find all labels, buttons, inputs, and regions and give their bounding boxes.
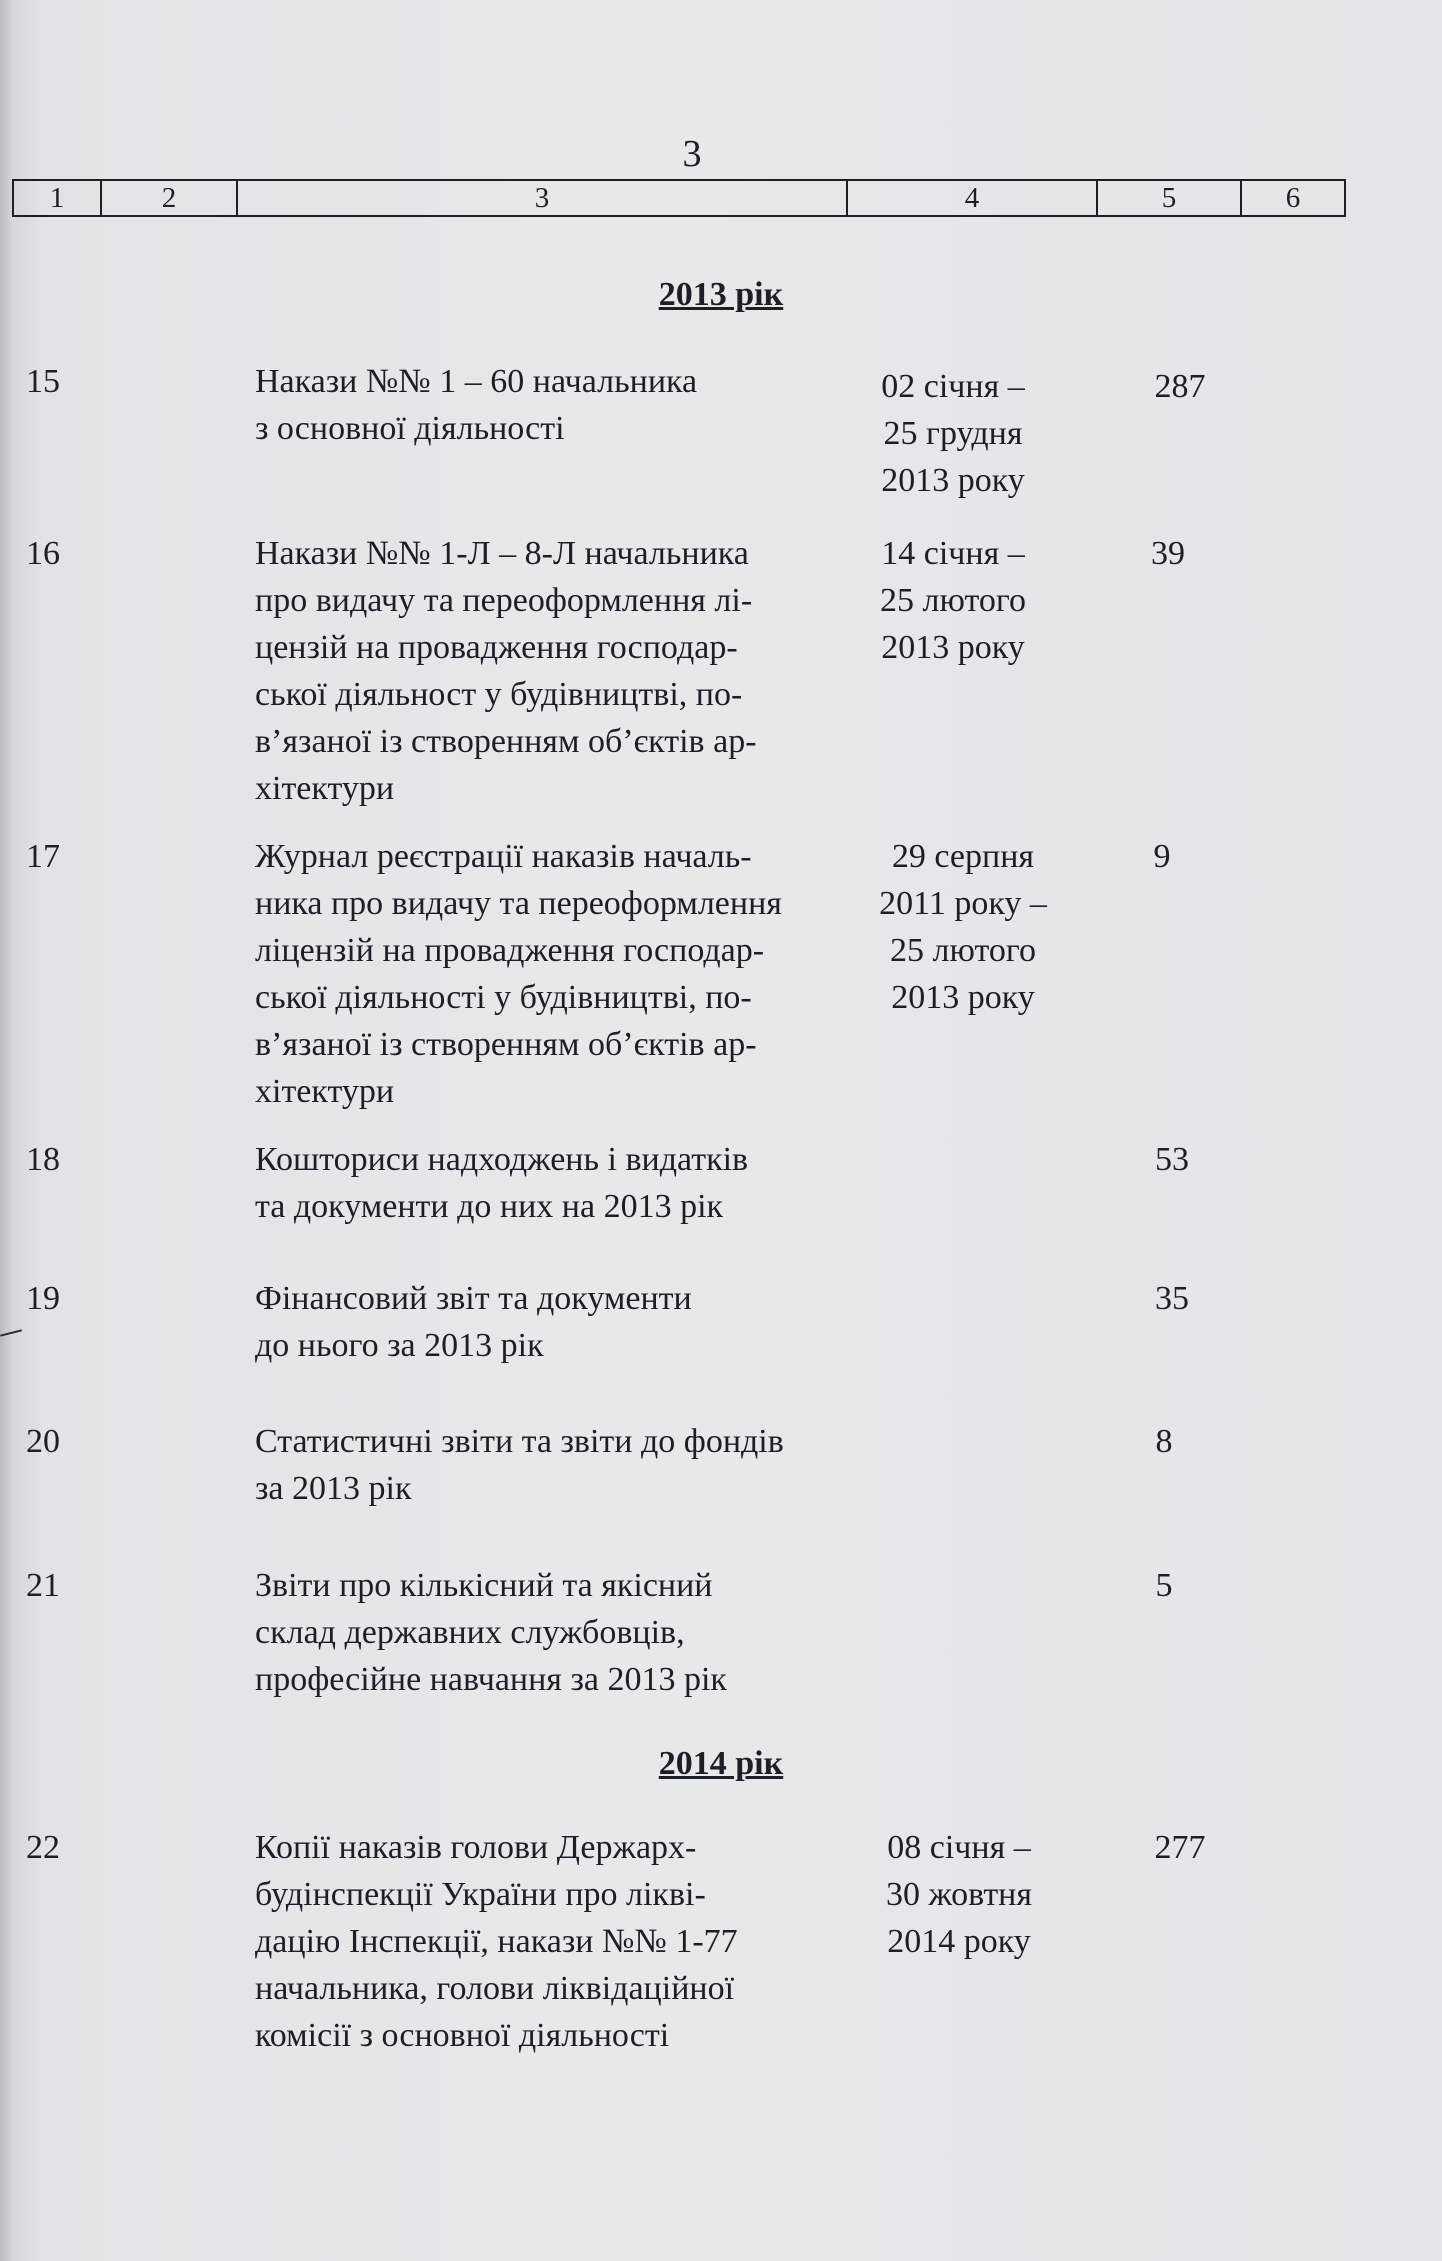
entry-number: 19	[26, 1280, 60, 1317]
entry-date-line: 25 лютого	[890, 932, 1036, 969]
entry-number: 22	[26, 1829, 60, 1866]
entry-date-line: 2011 року –	[879, 885, 1047, 922]
entry-date-line: 25 лютого	[880, 582, 1026, 619]
entry-title-line: дацію Інспекції, накази №№ 1-77	[255, 1923, 738, 1960]
entry-count: 287	[1154, 368, 1206, 405]
entry-title-line: Накази №№ 1-Л – 8-Л начальника	[255, 535, 749, 572]
entry-title-line: Кошториси надходжень і видатків	[255, 1141, 749, 1178]
column-header-row	[12, 179, 1346, 217]
entry-title	[255, 833, 855, 1115]
entry-title	[255, 530, 855, 812]
entry-date-line: 02 січня –	[881, 368, 1025, 405]
entry-title-line: ліцензій на провадження господар-	[255, 932, 765, 969]
binding-edge	[0, 0, 14, 2261]
entry-title-line: ської діяльност у будівництві, по-	[255, 676, 743, 713]
entry-title-line: цензій на провадження господар-	[255, 629, 738, 666]
entry-number: 15	[26, 363, 60, 400]
entry-title	[255, 1562, 855, 1703]
entry-title	[255, 358, 855, 452]
entry-date	[858, 833, 1068, 1021]
entry-count: 277	[1154, 1829, 1206, 1866]
entry-number: 17	[26, 838, 60, 875]
entry-title-line: з основної діяльності	[255, 410, 565, 447]
entry-date-line: 2014 року	[887, 1923, 1031, 1960]
entry-date-line: 2013 року	[881, 462, 1025, 499]
entry-count: 8	[1155, 1423, 1173, 1460]
entry-title-line: начальника, голови ліквідаційної	[255, 1970, 735, 2007]
entry-title	[255, 1136, 855, 1230]
section-heading-2013: 2013 рік	[658, 276, 784, 313]
entry-date-line: 2013 року	[881, 629, 1025, 666]
entry-date	[848, 530, 1058, 671]
entry-title-line: Накази №№ 1 – 60 начальника	[255, 363, 698, 400]
entry-title	[255, 1418, 855, 1512]
column-header-1: 1	[14, 181, 102, 215]
entry-title-line: хітектури	[255, 1073, 395, 1110]
entry-date-line: 2013 року	[891, 979, 1035, 1016]
entry-title-line: склад державних службовців,	[255, 1614, 685, 1651]
entry-title-line: Журнал реєстрації наказів началь-	[255, 838, 752, 875]
column-header-5: 5	[1098, 181, 1242, 215]
column-header-2: 2	[102, 181, 238, 215]
entry-number: 18	[26, 1141, 60, 1178]
entry-date-line: 14 січня –	[881, 535, 1025, 572]
entry-title-line: комісії з основної діяльності	[255, 2017, 670, 2054]
entry-date-line: 30 жовтня	[885, 1876, 1033, 1913]
entry-date	[848, 363, 1058, 504]
entry-title	[255, 1275, 855, 1369]
entry-count: 5	[1155, 1567, 1173, 1604]
entry-title-line: в’язаної із створенням об’єктів ар-	[255, 723, 757, 760]
entry-date	[854, 1824, 1064, 1965]
entry-title-line: професійне навчання за 2013 рік	[255, 1661, 727, 1698]
entry-count: 35	[1155, 1280, 1189, 1317]
entry-title-line: ника про видачу та переоформлення	[255, 885, 782, 922]
page-number: 3	[682, 133, 702, 175]
section-heading-2014: 2014 рік	[658, 1745, 784, 1782]
column-header-4: 4	[848, 181, 1098, 215]
entry-title-line: за 2013 рік	[255, 1470, 412, 1507]
entry-number: 21	[26, 1567, 60, 1604]
entry-title-line: до нього за 2013 рік	[255, 1327, 544, 1364]
entry-title-line: будінспекції України про лікві-	[255, 1876, 706, 1913]
entry-title-line: Статистичні звіти та звіти до фондів	[255, 1423, 784, 1460]
entry-title-line: Фінансовий звіт та документи	[255, 1280, 692, 1317]
entry-title	[255, 1824, 855, 2059]
entry-title-line: та документи до них на 2013 рік	[255, 1188, 724, 1225]
entry-title-line: ської діяльності у будівництві, по-	[255, 979, 752, 1016]
entry-title-line: хітектури	[255, 770, 395, 807]
entry-title-line: про видачу та переоформлення лі-	[255, 582, 753, 619]
entry-title-line: Копії наказів голови Держарх-	[255, 1829, 697, 1866]
entry-count: 53	[1155, 1141, 1189, 1178]
entry-count: 9	[1153, 838, 1171, 875]
column-header-3: 3	[238, 181, 848, 215]
entry-title-line: Звіти про кількісний та якісний	[255, 1567, 713, 1604]
entry-number: 16	[26, 535, 60, 572]
column-header-6: 6	[1285, 182, 1301, 214]
entry-number: 20	[26, 1423, 60, 1460]
entry-date-line: 08 січня –	[887, 1829, 1031, 1866]
entry-date-line: 29 серпня	[891, 838, 1035, 875]
entry-title-line: в’язаної із створенням об’єктів ар-	[255, 1026, 757, 1063]
entry-date-line: 25 грудня	[883, 415, 1023, 452]
entry-count: 39	[1151, 535, 1185, 572]
